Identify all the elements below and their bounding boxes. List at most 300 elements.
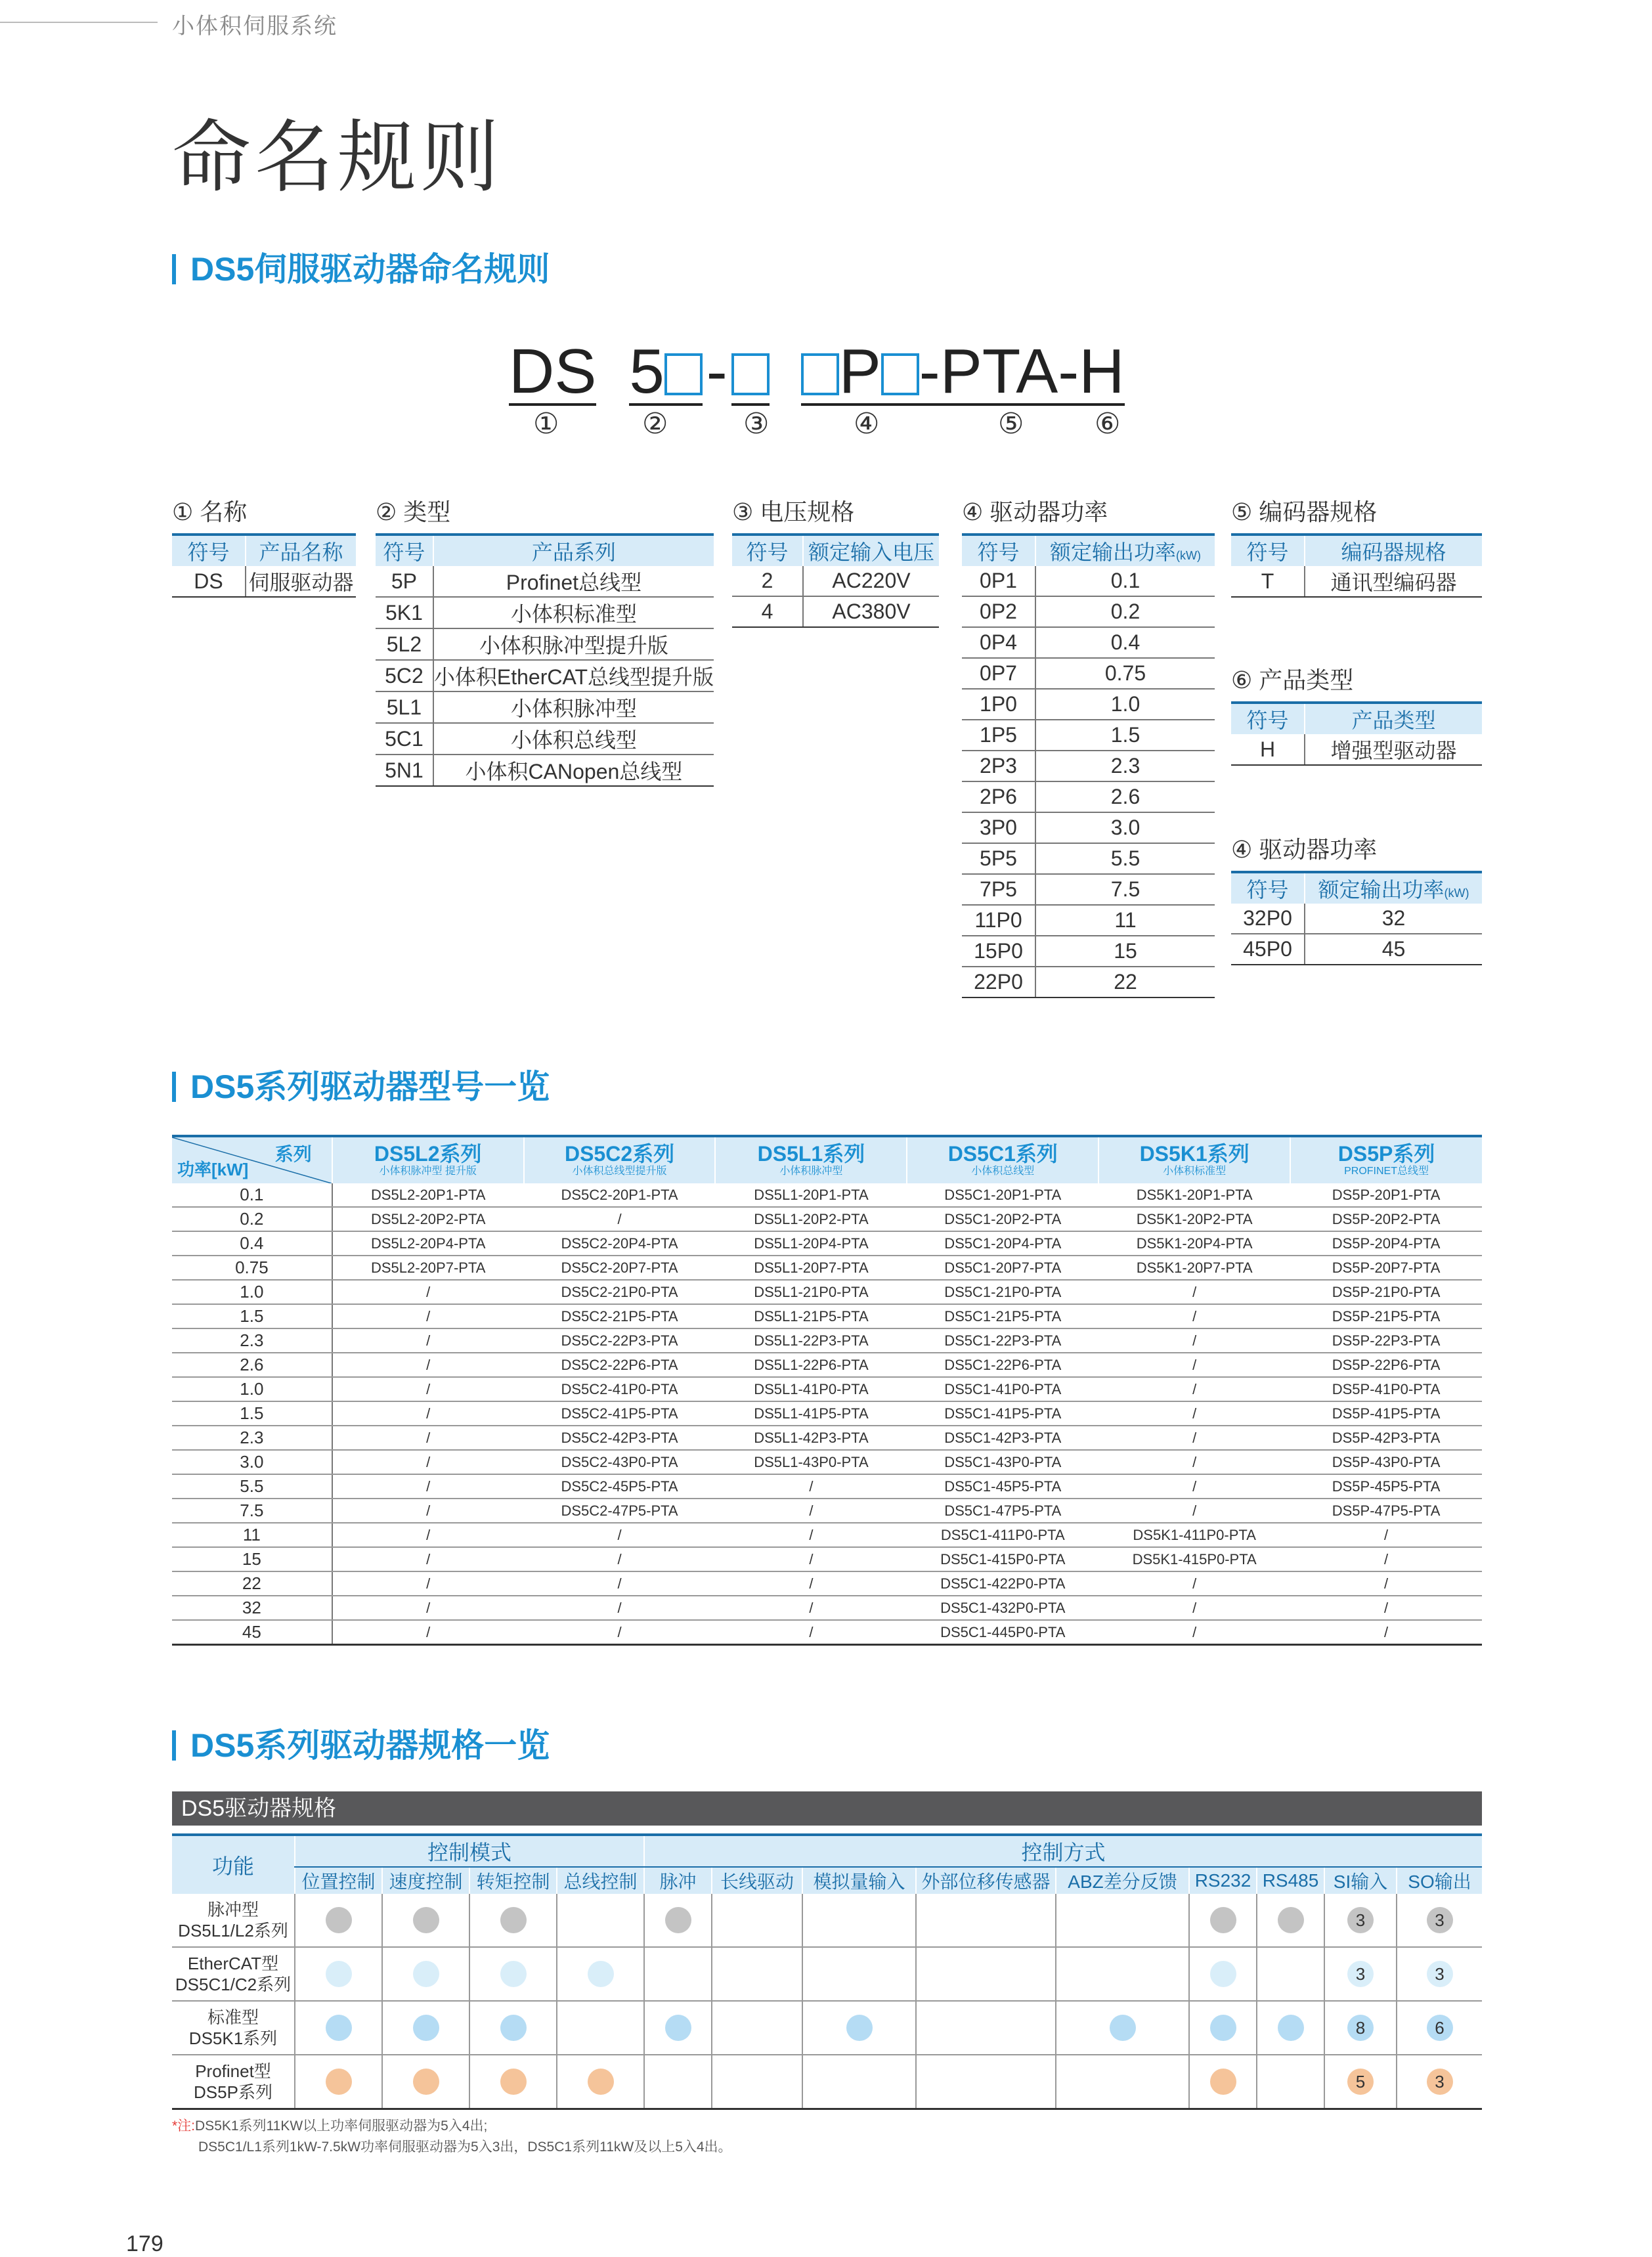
spec-cell <box>469 2055 557 2109</box>
header-series: 小体积伺服系统 <box>172 14 337 39</box>
section-naming-title <box>172 250 550 289</box>
power-cell: 2.6 <box>172 1353 332 1377</box>
model-cell: DS5P-20P4-PTA <box>1290 1231 1482 1256</box>
spec-column-header: 脉冲 <box>644 1867 712 1894</box>
power-cell: 1.5 <box>172 1401 332 1426</box>
row-label-series: DS5C1/C2系列 <box>175 1975 292 1994</box>
series-subtitle: 小体积总线型 <box>971 1166 1035 1177</box>
support-dot <box>1110 2015 1136 2041</box>
model-cell: / <box>332 1401 524 1426</box>
table-row <box>172 1547 1482 1571</box>
row-label-series: DS5L1/L2系列 <box>178 1921 288 1940</box>
model-cell: DS5P-47P5-PTA <box>1290 1499 1482 1523</box>
table-row <box>1231 566 1482 597</box>
model-cell: / <box>332 1280 524 1304</box>
page-title: 命名规则 <box>172 114 503 202</box>
value-cell: 通讯型编码器 <box>1305 566 1482 597</box>
spec-cell <box>1324 2001 1397 2055</box>
spec-column-header: ABZ差分反馈 <box>1056 1867 1189 1894</box>
model-cell: DS5C1-47P5-PTA <box>907 1499 1098 1523</box>
value-cell: 小体积脉冲型 <box>433 691 714 723</box>
table-row <box>172 1304 1482 1328</box>
value-cell: 32 <box>1305 904 1482 934</box>
header-rated-output-power <box>1305 872 1482 904</box>
model-cell: DS5C2-22P6-PTA <box>524 1353 716 1377</box>
unit-kw: (kW) <box>1176 549 1201 562</box>
table-row <box>172 566 356 597</box>
model-cell: DS5L1-20P7-PTA <box>715 1256 907 1280</box>
product-type-table <box>1231 701 1482 766</box>
value-cell: 0.2 <box>1035 596 1215 627</box>
support-dot <box>500 1907 527 1933</box>
table-row <box>962 689 1215 720</box>
note-line-1 <box>172 2116 732 2137</box>
model-cell: DS5L1-21P5-PTA <box>715 1304 907 1328</box>
model-cell: DS5C1-41P0-PTA <box>907 1377 1098 1401</box>
table-row <box>172 1523 1482 1547</box>
code-part-6: H <box>1079 336 1125 406</box>
notes <box>172 2116 732 2158</box>
table-row <box>376 723 714 755</box>
spec-cell <box>1257 1894 1324 1947</box>
value-cell: 伺服驱动器 <box>246 566 356 597</box>
spec-column-header: RS485 <box>1257 1867 1324 1894</box>
support-dot <box>1278 2015 1304 2041</box>
model-cell: / <box>1098 1328 1290 1353</box>
spec-cell <box>1189 1947 1257 2001</box>
power-cell: 32 <box>172 1596 332 1620</box>
spec-cell <box>295 2055 382 2109</box>
power-cell: 1.0 <box>172 1280 332 1304</box>
symbol-cell: T <box>1231 566 1305 597</box>
header-rated-output-power-text: 额定输出功率 <box>1318 878 1445 902</box>
symbol-cell: 5K1 <box>376 597 433 628</box>
value-cell: 小体积EtherCAT总线型提升版 <box>433 660 714 691</box>
spec-cell <box>295 1894 382 1947</box>
symbol-cell: 1P5 <box>962 720 1035 751</box>
table-row <box>172 1353 1482 1377</box>
model-cell: / <box>1098 1304 1290 1328</box>
model-cell: DS5C2-41P5-PTA <box>524 1401 716 1426</box>
header-encoder-spec: 编码器规格 <box>1305 535 1482 566</box>
value-cell: 22 <box>1035 967 1215 997</box>
section-bar <box>172 1730 176 1761</box>
model-list-table <box>172 1135 1482 1646</box>
model-cell: DS5P-20P7-PTA <box>1290 1256 1482 1280</box>
support-dot <box>1278 1907 1304 1933</box>
function-header: 功能 <box>172 1835 295 1894</box>
model-cell: DS5P-21P5-PTA <box>1290 1304 1482 1328</box>
table-row <box>962 967 1215 997</box>
note-text-1: DS5K1系列11KW以上功率伺服驱动器为5入4出; <box>195 2118 488 2134</box>
header-rated-output-power-text: 额定输出功率 <box>1050 540 1177 564</box>
voltage-table-title: ③ 电压规格 <box>732 498 855 525</box>
model-cell: DS5K1-20P7-PTA <box>1098 1256 1290 1280</box>
support-dot <box>413 1907 439 1933</box>
support-dot <box>1210 2015 1236 2041</box>
count-badge: 5 <box>1347 2069 1374 2095</box>
model-cell: / <box>332 1523 524 1547</box>
spec-row <box>172 2055 1482 2109</box>
spec-column-header: 总线控制 <box>557 1867 644 1894</box>
spec-cell <box>1397 2055 1482 2109</box>
power-cell: 7.5 <box>172 1499 332 1523</box>
model-cell: DS5L2-20P1-PTA <box>332 1183 524 1207</box>
spec-cell <box>644 2055 712 2109</box>
table-row <box>376 660 714 691</box>
count-badge: 3 <box>1347 1907 1374 1933</box>
spec-cell <box>802 1894 916 1947</box>
marker-5: ⑤ <box>998 408 1024 440</box>
model-cell: DS5C2-45P5-PTA <box>524 1474 716 1499</box>
support-dot <box>665 2015 691 2041</box>
model-cell: / <box>1098 1377 1290 1401</box>
model-cell: / <box>1098 1620 1290 1645</box>
spec-cell <box>802 2055 916 2109</box>
name-table <box>172 533 356 598</box>
spec-column-header: 位置控制 <box>295 1867 382 1894</box>
spec-cell <box>469 1894 557 1947</box>
symbol-cell: DS <box>172 566 246 597</box>
model-cell: / <box>1290 1547 1482 1571</box>
power2-table <box>1231 871 1482 965</box>
model-cell: DS5C1-20P2-PTA <box>907 1207 1098 1231</box>
support-dot <box>500 2069 527 2095</box>
section-models-text: DS5系列驱动器型号一览 <box>190 1068 550 1105</box>
header-symbol: 符号 <box>732 535 803 566</box>
model-cell: / <box>1098 1474 1290 1499</box>
spec-column-header: 外部位移传感器 <box>916 1867 1056 1894</box>
model-cell: / <box>524 1596 716 1620</box>
value-cell: AC380V <box>803 596 939 627</box>
type-table-title: ② 类型 <box>376 498 451 525</box>
spec-row <box>172 1947 1482 2001</box>
model-cell: DS5L2-20P2-PTA <box>332 1207 524 1231</box>
note-line-2 <box>172 2137 732 2158</box>
symbol-cell: 0P7 <box>962 658 1035 689</box>
spec-cell <box>382 1894 469 1947</box>
header-product-type: 产品类型 <box>1305 703 1482 734</box>
model-cell: DS5P-21P0-PTA <box>1290 1280 1482 1304</box>
model-cell: / <box>332 1474 524 1499</box>
spec-cell <box>557 1894 644 1947</box>
spec-cell <box>1257 2001 1324 2055</box>
model-cell: DS5K1-20P4-PTA <box>1098 1231 1290 1256</box>
row-label <box>172 1894 295 1947</box>
row-label-series: DS5K1系列 <box>188 2028 278 2048</box>
table-row <box>376 566 714 597</box>
model-cell: DS5P-45P5-PTA <box>1290 1474 1482 1499</box>
model-cell: DS5L2-20P4-PTA <box>332 1231 524 1256</box>
model-cell: DS5C1-432P0-PTA <box>907 1596 1098 1620</box>
support-dot <box>588 2069 614 2095</box>
name-table-title: ① 名称 <box>172 498 248 525</box>
code-part-2 <box>629 336 702 406</box>
product-type-table-title: ⑥ 产品类型 <box>1231 667 1354 693</box>
table-row <box>172 1474 1482 1499</box>
series-header-ds5p <box>1290 1136 1482 1183</box>
header-symbol: 符号 <box>1231 872 1305 904</box>
model-cell: / <box>715 1620 907 1645</box>
series-header-ds5k1 <box>1098 1136 1290 1183</box>
spec-cell <box>1324 2055 1397 2109</box>
power2-table-title: ④ 驱动器功率 <box>1231 836 1378 863</box>
power-cell: 45 <box>172 1620 332 1645</box>
series-name: DS5L1系列 <box>757 1142 865 1166</box>
support-dot <box>1210 1961 1236 1987</box>
count-badge: 3 <box>1427 2069 1453 2095</box>
corner-header <box>172 1136 332 1183</box>
model-cell: / <box>524 1207 716 1231</box>
marker-4: ④ <box>854 408 880 440</box>
value-cell: 0.75 <box>1035 658 1215 689</box>
model-cell: DS5C1-22P6-PTA <box>907 1353 1098 1377</box>
spec-cell <box>1189 1894 1257 1947</box>
spec-cell <box>712 1947 802 2001</box>
table-row <box>962 812 1215 843</box>
model-cell: / <box>332 1571 524 1596</box>
table-row <box>172 1377 1482 1401</box>
table-row <box>962 874 1215 905</box>
code-part-4-text: P <box>838 336 881 406</box>
value-cell: 5.5 <box>1035 843 1215 874</box>
spec-column-header: 模拟量输入 <box>802 1867 916 1894</box>
corner-series-label: 系列 <box>274 1144 312 1164</box>
spec-cell <box>1257 1947 1324 2001</box>
spec-cell <box>469 1947 557 2001</box>
count-badge: 3 <box>1347 1961 1374 1987</box>
table-row <box>376 691 714 723</box>
code-dash-1: - <box>706 336 728 406</box>
symbol-cell: 45P0 <box>1231 934 1305 965</box>
symbol-cell: 22P0 <box>962 967 1035 997</box>
spec-cell <box>1397 1947 1482 2001</box>
model-cell: DS5C1-41P5-PTA <box>907 1401 1098 1426</box>
model-cell: / <box>715 1547 907 1571</box>
model-cell: DS5K1-411P0-PTA <box>1098 1523 1290 1547</box>
model-cell: DS5C1-20P7-PTA <box>907 1256 1098 1280</box>
header-rated-input-voltage: 额定输入电压 <box>803 535 939 566</box>
spec-row <box>172 1894 1482 1947</box>
code-box-4a <box>801 353 839 395</box>
model-cell: DS5L1-20P4-PTA <box>715 1231 907 1256</box>
value-cell: 增强型驱动器 <box>1305 734 1482 765</box>
marker-6: ⑥ <box>1095 408 1121 440</box>
power-cell: 22 <box>172 1571 332 1596</box>
value-cell: 1.0 <box>1035 689 1215 720</box>
code-part-5: -PTA- <box>919 336 1079 406</box>
page-number: 179 <box>126 2231 163 2256</box>
series-name: DS5C2系列 <box>564 1142 675 1166</box>
model-cell: DS5C1-422P0-PTA <box>907 1571 1098 1596</box>
section-models-title <box>172 1067 550 1107</box>
model-cell: / <box>332 1499 524 1523</box>
symbol-cell: 11P0 <box>962 905 1035 936</box>
model-cell: DS5L1-22P6-PTA <box>715 1353 907 1377</box>
model-cell: DS5P-41P0-PTA <box>1290 1377 1482 1401</box>
model-cell: DS5L1-20P2-PTA <box>715 1207 907 1231</box>
spec-cell <box>1397 1894 1482 1947</box>
table-row <box>172 1620 1482 1645</box>
model-cell: DS5C1-21P5-PTA <box>907 1304 1098 1328</box>
table-row <box>1231 934 1482 965</box>
model-cell: / <box>1098 1280 1290 1304</box>
model-cell: DS5L1-42P3-PTA <box>715 1426 907 1450</box>
header-symbol: 符号 <box>962 535 1035 566</box>
spec-column-header: RS232 <box>1189 1867 1257 1894</box>
spec-cell <box>557 2001 644 2055</box>
symbol-cell: 1P0 <box>962 689 1035 720</box>
series-name: DS5K1系列 <box>1139 1142 1250 1166</box>
section-bar <box>172 1072 176 1102</box>
table-row <box>962 751 1215 781</box>
model-cell: DS5C1-21P0-PTA <box>907 1280 1098 1304</box>
spec-cell <box>916 2055 1056 2109</box>
count-badge: 6 <box>1427 2015 1453 2041</box>
model-cell: / <box>332 1426 524 1450</box>
power-cell: 5.5 <box>172 1474 332 1499</box>
spec-cell <box>802 2001 916 2055</box>
model-cell: DS5C1-20P4-PTA <box>907 1231 1098 1256</box>
table-row <box>172 1280 1482 1304</box>
value-cell: 11 <box>1035 905 1215 936</box>
model-cell: / <box>332 1620 524 1645</box>
model-cell: DS5C1-22P3-PTA <box>907 1328 1098 1353</box>
table-row <box>376 755 714 786</box>
spec-cell <box>1189 2055 1257 2109</box>
spec-cell <box>712 2055 802 2109</box>
spec-column-header: SI输入 <box>1324 1867 1397 1894</box>
header-product-name: 产品名称 <box>246 535 356 566</box>
encoder-table-title: ⑤ 编码器规格 <box>1231 498 1378 525</box>
model-cell: DS5P-22P3-PTA <box>1290 1328 1482 1353</box>
value-cell: 45 <box>1305 934 1482 965</box>
value-cell: 3.0 <box>1035 812 1215 843</box>
model-cell: DS5C2-20P7-PTA <box>524 1256 716 1280</box>
series-subtitle: 小体积脉冲型 提升版 <box>379 1166 477 1177</box>
model-cell: / <box>1290 1571 1482 1596</box>
marker-2: ② <box>642 408 668 440</box>
support-dot <box>1210 2069 1236 2095</box>
spec-cell <box>1257 2055 1324 2109</box>
spec-cell <box>1056 1947 1189 2001</box>
power-table <box>962 533 1215 998</box>
support-dot <box>1210 1907 1236 1933</box>
model-cell: / <box>1290 1523 1482 1547</box>
row-label-type: Profinet型 <box>195 2061 271 2081</box>
marker-1: ① <box>533 408 559 440</box>
symbol-cell: 7P5 <box>962 874 1035 905</box>
table-row <box>962 905 1215 936</box>
power-cell: 1.5 <box>172 1304 332 1328</box>
model-cell: DS5L1-41P0-PTA <box>715 1377 907 1401</box>
table-row <box>962 781 1215 812</box>
symbol-cell: 15P0 <box>962 936 1035 967</box>
spec-cell <box>557 1947 644 2001</box>
section-naming-text: DS5伺服驱动器命名规则 <box>190 251 550 288</box>
symbol-cell: 0P4 <box>962 627 1035 658</box>
model-cell: / <box>1098 1450 1290 1474</box>
value-cell: 0.4 <box>1035 627 1215 658</box>
series-subtitle: PROFINET总线型 <box>1344 1166 1429 1177</box>
symbol-cell: 5C1 <box>376 723 433 755</box>
model-cell: / <box>1098 1353 1290 1377</box>
model-cell: DS5C2-42P3-PTA <box>524 1426 716 1450</box>
spec-cell <box>916 1894 1056 1947</box>
section-specs-title <box>172 1726 550 1765</box>
series-subtitle: 小体积总线型提升版 <box>572 1166 667 1177</box>
spec-table <box>172 1833 1482 2110</box>
row-label-series: DS5P系列 <box>194 2082 272 2102</box>
support-dot <box>413 2069 439 2095</box>
section-specs-text: DS5系列驱动器规格一览 <box>190 1727 550 1764</box>
table-row <box>962 720 1215 751</box>
model-cell: / <box>524 1620 716 1645</box>
row-label-type: 脉冲型 <box>207 1900 259 1919</box>
code-part-4 <box>801 336 919 406</box>
power-cell: 0.4 <box>172 1231 332 1256</box>
section-bar <box>172 254 176 284</box>
row-label <box>172 2055 295 2109</box>
spec-cell <box>382 2055 469 2109</box>
table-row <box>172 1401 1482 1426</box>
model-cell: / <box>715 1474 907 1499</box>
row-label <box>172 2001 295 2055</box>
code-part-1: DS <box>509 336 597 406</box>
count-badge: 8 <box>1347 2015 1374 2041</box>
code-box-3 <box>731 353 770 395</box>
table-row <box>172 1596 1482 1620</box>
table-row <box>172 1256 1482 1280</box>
group-control-method: 控制方式 <box>644 1835 1482 1867</box>
symbol-cell: 2 <box>732 566 803 596</box>
model-cell: DS5K1-20P2-PTA <box>1098 1207 1290 1231</box>
code-part-3 <box>731 340 770 406</box>
model-cell: DS5P-22P6-PTA <box>1290 1353 1482 1377</box>
series-subtitle: 小体积脉冲型 <box>779 1166 843 1177</box>
header-product-series: 产品系列 <box>433 535 714 566</box>
model-cell: DS5C1-20P1-PTA <box>907 1183 1098 1207</box>
power-cell: 2.3 <box>172 1328 332 1353</box>
table-row <box>172 1183 1482 1207</box>
table-row <box>962 658 1215 689</box>
table-row <box>172 1499 1482 1523</box>
symbol-cell: 5C2 <box>376 660 433 691</box>
power-cell: 15 <box>172 1547 332 1571</box>
spec-cell <box>1056 2055 1189 2109</box>
model-cell: DS5L1-20P1-PTA <box>715 1183 907 1207</box>
value-cell: 7.5 <box>1035 874 1215 905</box>
header-symbol: 符号 <box>376 535 433 566</box>
code-box-4b <box>881 353 919 395</box>
model-cell: / <box>332 1547 524 1571</box>
symbol-cell: 5L1 <box>376 691 433 723</box>
header-symbol: 符号 <box>1231 535 1305 566</box>
table-row <box>376 628 714 660</box>
support-dot <box>413 2015 439 2041</box>
value-cell: 1.5 <box>1035 720 1215 751</box>
unit-kw: (kW) <box>1444 887 1469 900</box>
value-cell: 小体积总线型 <box>433 723 714 755</box>
support-dot <box>588 1961 614 1987</box>
model-cell: DS5C2-22P3-PTA <box>524 1328 716 1353</box>
model-cell: DS5P-43P0-PTA <box>1290 1450 1482 1474</box>
symbol-cell: 2P3 <box>962 751 1035 781</box>
table-row <box>1231 904 1482 934</box>
spec-cell <box>712 1894 802 1947</box>
support-dot <box>326 2069 352 2095</box>
marker-3: ③ <box>743 408 770 440</box>
